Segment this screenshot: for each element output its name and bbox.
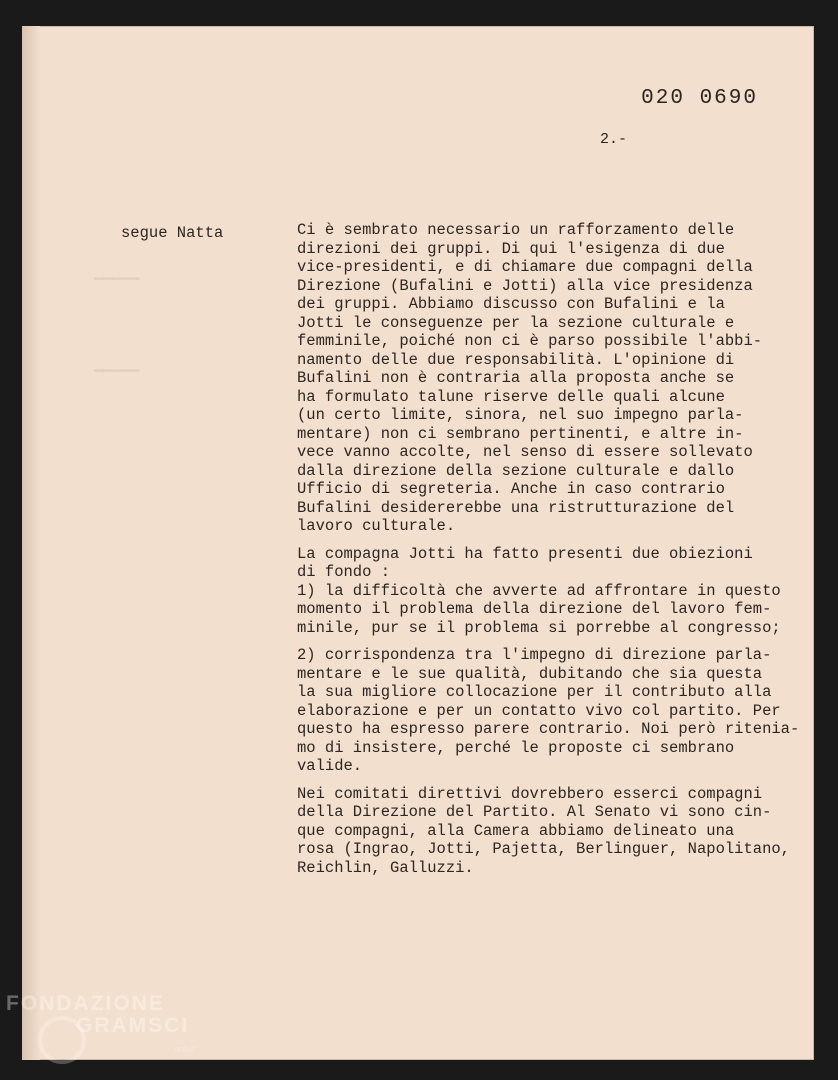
text-line: della Direzione del Partito. Al Senato vi sono cin- <box>297 803 772 821</box>
text-line: Ci è sembrato necessario un rafforzamento delle <box>297 221 735 239</box>
archive-code: 020 0690 <box>641 87 758 110</box>
text-line: 1) la difficoltà che avverte ad affrontare in questo <box>297 581 781 600</box>
text-line: lavoro culturale. <box>297 517 456 535</box>
text-line: Nei comitati direttivi dovrebbero esserci compagni <box>297 784 763 803</box>
text-line: Bufalini desidererebbe una ristrutturazione del <box>297 498 735 517</box>
paragraph <box>297 785 807 878</box>
text-line: elaborazione e per un contatto vivo col partito. Per <box>297 701 781 720</box>
text-line: momento il problema della direzione del lavoro fem- <box>297 600 772 618</box>
text-line: Direzione (Bufalini e Jotti) alla vice presidenza <box>297 276 753 295</box>
text-line: femminile, poiché non ci è parso possibile l'abbi- <box>297 332 763 350</box>
text-line: la sua migliore collocazione per il contributo alla <box>297 683 772 701</box>
text-line: mo di insistere, perché le proposte ci sembrano <box>297 738 735 757</box>
text-line: Bufalini non è contraria alla proposta anche se <box>297 369 735 387</box>
show-through-mark: ▁▁▁▁▁ <box>94 356 140 373</box>
show-through-mark: ▁▁▁▁▁ <box>94 264 140 281</box>
text-line: dalla direzione della sezione culturale e dallo <box>297 461 735 480</box>
paragraph <box>297 545 807 638</box>
body-text <box>297 221 807 886</box>
text-line: Jotti le conseguenze per la sezione culturale e <box>297 313 735 332</box>
text-line: mentare e le sue qualità, dubitando che sia questa <box>297 664 763 683</box>
text-line: minile, pur se il problema si porrebbe al congresso; <box>297 618 781 637</box>
text-line: vece vanno accolte, nel senso di essere sollevato <box>297 443 753 461</box>
paragraph <box>297 221 807 536</box>
text-line: (un certo limite, sinora, nel suo impegno parla- <box>297 406 744 424</box>
text-line: que compagni, alla Camera abbiamo delineato una <box>297 821 735 840</box>
text-line: valide. <box>297 757 363 775</box>
watermark-sub: onlus <box>174 1044 196 1054</box>
text-line: ha formulato talune riserve delle quali alcune <box>297 387 725 406</box>
text-line: vice-presidenti, e di chiamare due compagni della <box>297 258 753 276</box>
text-line: 2) corrispondenza tra l'impegno di direzione parla- <box>297 646 772 664</box>
text-line: questo ha espresso parere contrario. Noi però ritenia- <box>297 720 800 738</box>
text-line: di fondo : <box>297 563 391 581</box>
watermark-line1: FONDAZIONE <box>6 992 165 1015</box>
watermark-logo <box>6 992 216 1072</box>
text-line: La compagna Jotti ha fatto presenti due obiezioni <box>297 544 753 563</box>
text-line: namento delle due responsabilità. L'opinione di <box>297 350 735 369</box>
text-line: Reichlin, Galluzzi. <box>297 858 474 877</box>
watermark-line2: GRAMSCI <box>76 1014 190 1037</box>
paragraph <box>297 646 807 776</box>
page-number: 2.- <box>600 131 628 148</box>
text-line: direzioni dei gruppi. Di qui l'esigenza di due <box>297 239 725 258</box>
text-line: dei gruppi. Abbiamo discusso con Bufalini e la <box>297 295 725 313</box>
text-line: rosa (Ingrao, Jotti, Pajetta, Berlinguer, Napolitano, <box>297 840 790 858</box>
text-line: mentare) non ci sembrano pertinenti, e altre in- <box>297 424 744 443</box>
page-edge <box>22 26 40 1060</box>
speaker-label: segue Natta <box>121 224 224 242</box>
text-line: Ufficio di segreteria. Anche in caso contrario <box>297 480 725 498</box>
